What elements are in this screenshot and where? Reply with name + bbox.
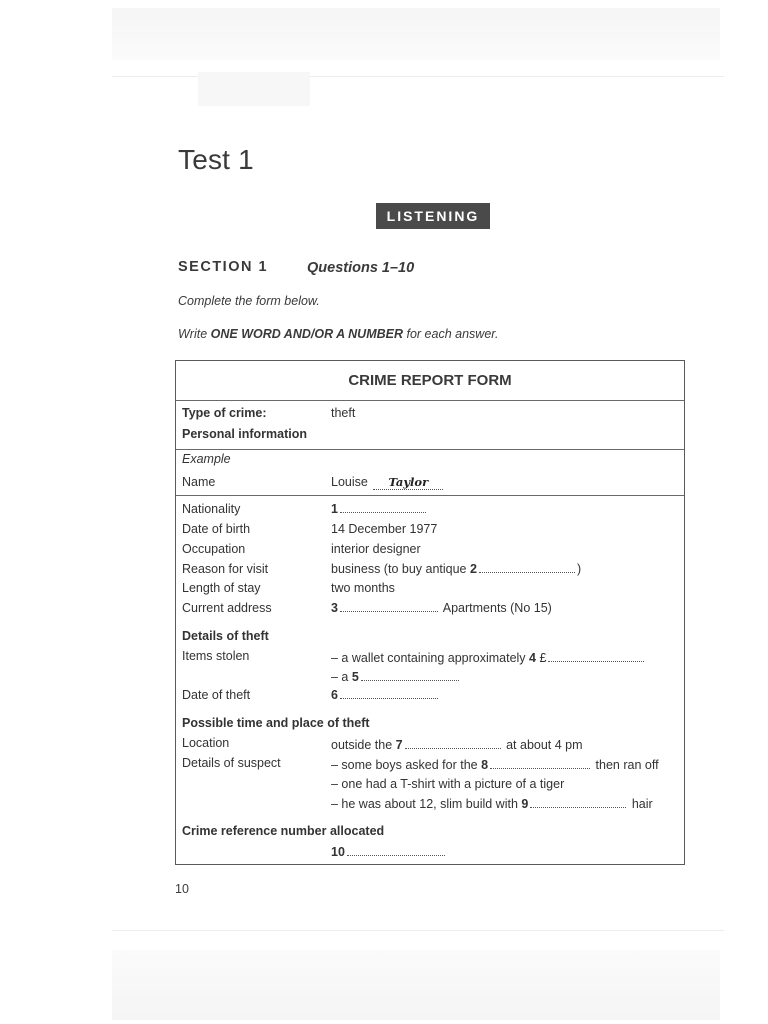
example-label: Example (182, 452, 231, 466)
name-value (331, 475, 443, 490)
type-of-crime-value: theft (331, 406, 356, 420)
item1-value (331, 651, 646, 665)
scan-shadow-bottom (112, 950, 720, 1020)
location-label: Location (182, 736, 230, 750)
item2-value (331, 670, 461, 684)
q9-blank[interactable] (530, 797, 626, 808)
reason-label: Reason for visit (182, 562, 269, 576)
questions-range: Questions 1–10 (307, 260, 415, 276)
address-suffix: Apartments (No 15) (442, 601, 552, 615)
form-divider (176, 400, 684, 401)
form-title: CRIME REPORT FORM (348, 372, 512, 389)
scan-shadow-top (112, 8, 720, 60)
instruction-write-suffix: for each answer. (406, 327, 499, 341)
q4-blank[interactable] (548, 651, 644, 662)
occupation-value: interior designer (331, 542, 421, 556)
length-value: two months (331, 581, 395, 595)
nationality-label: Nationality (182, 502, 241, 516)
q7-blank[interactable] (405, 738, 501, 749)
instruction-write-prefix: Write (178, 327, 208, 341)
suspect3-value (331, 797, 653, 811)
form-divider (176, 495, 684, 496)
details-theft-heading: Details of theft (182, 629, 269, 643)
reason-suffix: ) (576, 562, 582, 576)
suspect3-prefix: – he was about 12, slim build with (331, 797, 518, 811)
q5-blank[interactable] (361, 670, 459, 681)
instruction-complete: Complete the form below. (178, 294, 320, 308)
q1-number: 1 (331, 502, 338, 516)
q6-number: 6 (331, 688, 338, 702)
instruction-write-bold: ONE WORD AND/OR A NUMBER (210, 327, 404, 341)
q10-number: 10 (331, 845, 345, 859)
q9-number: 9 (521, 797, 529, 811)
q3-number: 3 (331, 601, 338, 615)
scan-edge-bottom (112, 930, 724, 931)
q2-blank[interactable] (479, 562, 575, 573)
q3-blank[interactable] (340, 601, 438, 612)
q8-number: 8 (481, 758, 489, 772)
q5-number: 5 (351, 670, 359, 684)
nationality-answer (331, 502, 428, 516)
q4-number: 4 (529, 651, 536, 665)
name-first: Louise (331, 475, 368, 489)
section-heading: SECTION 1 (178, 259, 269, 275)
possible-heading: Possible time and place of theft (182, 716, 370, 730)
location-prefix: outside the (331, 738, 393, 752)
length-label: Length of stay (182, 581, 261, 595)
suspect3-suffix: hair (631, 797, 653, 811)
location-suffix: at about 4 pm (506, 738, 583, 752)
item1-currency: £ (539, 651, 547, 665)
q8-blank[interactable] (490, 758, 590, 769)
instruction-write (178, 327, 498, 341)
suspect1-prefix: – some boys asked for the (331, 758, 478, 772)
test-title: Test 1 (178, 144, 254, 175)
suspect-label: Details of suspect (182, 756, 281, 770)
dob-value: 14 December 1977 (331, 522, 438, 536)
address-value (331, 601, 552, 615)
page-number: 10 (175, 882, 189, 896)
suspect2-value: – one had a T-shirt with a picture of a tiger (331, 777, 565, 791)
crime-ref-answer (331, 845, 447, 859)
q1-blank[interactable] (340, 502, 426, 513)
listening-badge: LISTENING (376, 203, 490, 229)
type-of-crime-label: Type of crime: (182, 406, 267, 420)
q2-number: 2 (470, 562, 477, 576)
date-theft-label: Date of theft (182, 688, 251, 702)
crime-ref-heading: Crime reference number allocated (182, 824, 385, 838)
example-answer: Taylor (373, 475, 443, 490)
q10-blank[interactable] (347, 845, 445, 856)
suspect1-suffix: then ran off (595, 758, 659, 772)
date-theft-answer (331, 688, 440, 702)
reason-value (331, 562, 581, 576)
q6-blank[interactable] (340, 688, 438, 699)
form-divider (176, 449, 684, 450)
occupation-label: Occupation (182, 542, 246, 556)
reason-prefix: business (to buy antique (331, 562, 467, 576)
address-label: Current address (182, 601, 272, 615)
item2-prefix: – a (331, 670, 349, 684)
dob-label: Date of birth (182, 522, 251, 536)
q7-number: 7 (395, 738, 403, 752)
suspect1-value (331, 758, 659, 772)
items-label: Items stolen (182, 649, 250, 663)
scan-smudge (198, 72, 310, 106)
crime-report-form (175, 360, 685, 865)
personal-info-heading: Personal information (182, 427, 308, 441)
name-label: Name (182, 475, 216, 489)
location-value (331, 738, 583, 752)
item1-prefix: – a wallet containing approximately (331, 651, 526, 665)
